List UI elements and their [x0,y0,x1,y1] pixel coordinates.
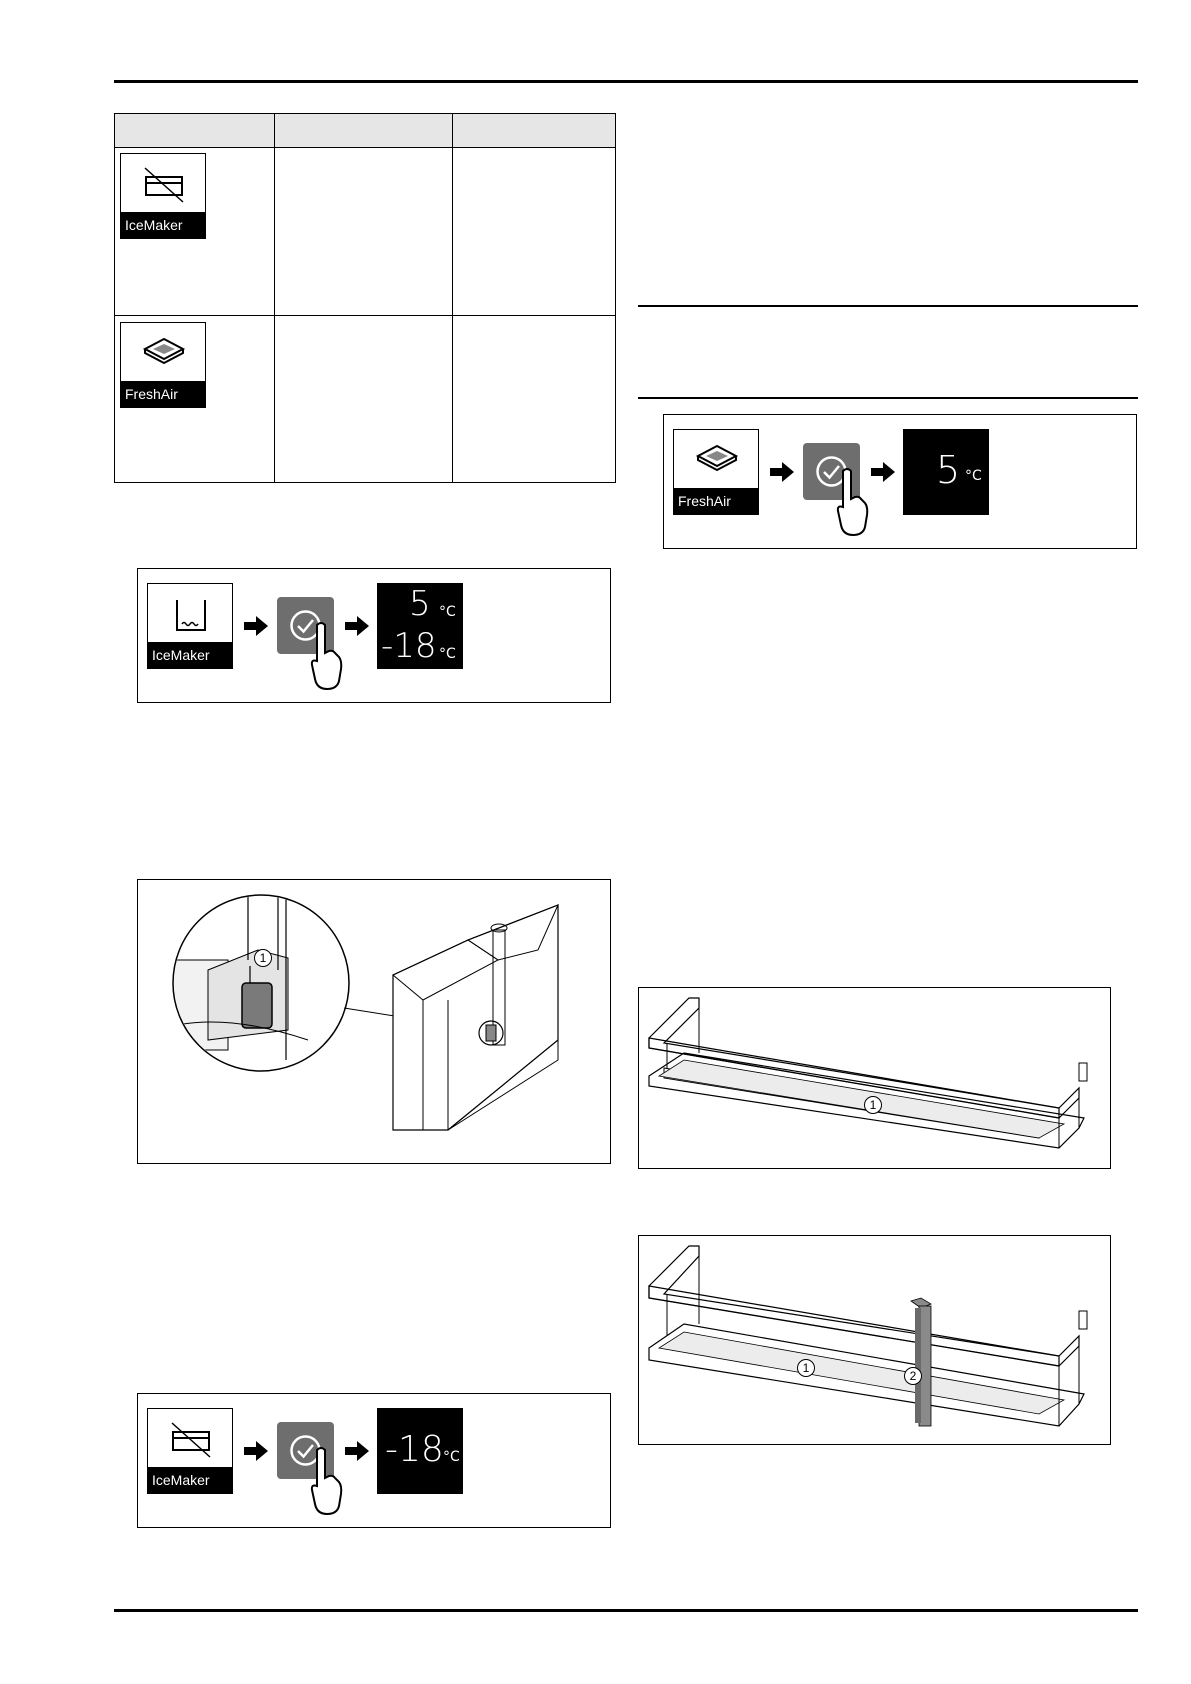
pointing-hand-icon [835,467,869,537]
temperature-display [377,1408,463,1494]
tile-label: FreshAir [674,488,758,514]
section-rule-top [638,305,1138,307]
arrow-right-icon [345,1441,369,1461]
arrow-right-icon [244,1441,268,1461]
section-rule-bottom [638,397,1138,399]
freezer-temperature-unit: °C [439,646,456,662]
icemaker-off-icon [143,167,185,203]
pointing-hand-icon [309,621,343,691]
table-row-icemaker-tile [120,153,206,239]
callout-1: 1 [254,949,272,967]
temperature-display [903,429,989,515]
function-table [114,113,616,483]
water-tank-figure [137,879,611,1164]
freezer-temperature-value: -18 [385,1429,444,1470]
display-unit: °C [965,468,982,484]
table-header [115,114,615,148]
icemaker-tile [147,583,233,669]
icemaker-water-icon [174,598,208,634]
table-row-divider [115,315,615,316]
icemaker-deactivation-panel [137,1393,611,1528]
door-shelf-figure [638,987,1111,1169]
freshair-activation-panel [663,414,1137,549]
display-value: 5 [936,448,961,492]
freezer-temperature-value: -18 [381,626,437,666]
icemaker-off-icon [170,1422,212,1458]
water-tank-illustration [138,880,610,1163]
icemaker-activation-panel [137,568,611,703]
door-shelf-divider-figure [638,1235,1111,1445]
callout-2: 2 [904,1367,922,1385]
top-rule [114,80,1138,83]
arrow-right-icon [345,616,369,636]
arrow-right-icon [244,616,268,636]
fridge-temperature-unit: °C [439,604,456,620]
pointing-hand-icon [309,1446,343,1516]
callout-1: 1 [797,1359,815,1377]
door-shelf-illustration [639,988,1110,1168]
icemaker-tile [147,1408,233,1494]
tile-label: IceMaker [121,212,205,238]
tile-label: FreshAir [121,381,205,407]
callout-1: 1 [864,1096,882,1114]
fridge-temperature-value: 5 [409,584,431,624]
tile-label: IceMaker [148,642,232,668]
freshair-tile [673,429,759,515]
arrow-right-icon [770,462,794,482]
temperature-display [377,583,463,669]
door-shelf-divider-illustration [639,1236,1110,1444]
freshair-icon [696,440,738,476]
table-row-freshair-tile [120,322,206,408]
tile-label: IceMaker [148,1467,232,1493]
arrow-right-icon [871,462,895,482]
freezer-temperature-unit: °C [443,1449,460,1465]
freshair-icon [143,333,185,369]
table-column-divider [452,114,453,482]
table-column-divider [274,114,275,482]
bottom-rule [114,1609,1138,1612]
